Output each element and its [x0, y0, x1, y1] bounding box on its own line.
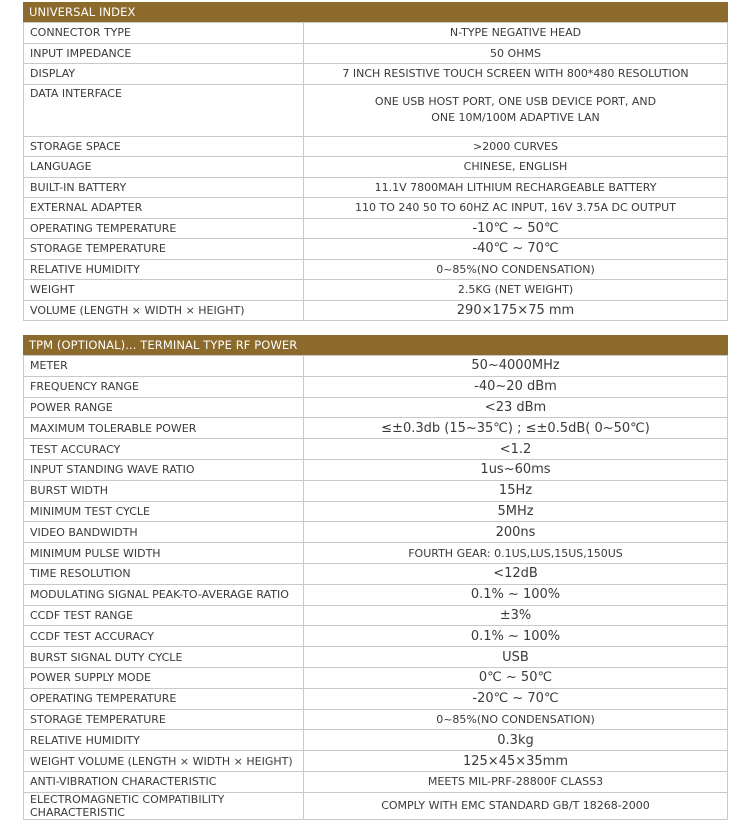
- table-row: [24, 136, 728, 157]
- table-row: [24, 480, 728, 501]
- table-row: [24, 198, 728, 219]
- table-row: [24, 177, 728, 198]
- spec-label: STORAGE SPACE: [24, 136, 304, 157]
- spec-value: 0℃ ~ 50℃: [304, 667, 728, 688]
- table-row: [24, 157, 728, 178]
- spec-value-line: ONE USB HOST PORT, ONE USB DEVICE PORT, AND: [374, 95, 657, 108]
- spec-label: CCDF TEST ACCURACY: [24, 626, 304, 647]
- table-row: [24, 376, 728, 397]
- table-row: [24, 501, 728, 522]
- spec-label: DATA INTERFACE: [24, 84, 304, 136]
- spec-label: MODULATING SIGNAL PEAK-TO-AVERAGE RATIO: [24, 584, 304, 605]
- table-row: [24, 792, 728, 819]
- spec-label: BURST SIGNAL DUTY CYCLE: [24, 647, 304, 668]
- spec-value: 110 TO 240 50 TO 60HZ AC INPUT, 16V 3.75A DC OUTPUT: [304, 198, 728, 219]
- spec-label: RELATIVE HUMIDITY: [24, 259, 304, 280]
- spec-label: BURST WIDTH: [24, 480, 304, 501]
- spec-label: STORAGE TEMPERATURE: [24, 239, 304, 260]
- tpm-table: [23, 355, 728, 820]
- table-row: [24, 356, 728, 377]
- spec-value: 11.1V 7800MAH LITHIUM RECHARGEABLE BATTERY: [304, 177, 728, 198]
- spec-value: >2000 CURVES: [304, 136, 728, 157]
- spec-label: LANGUAGE: [24, 157, 304, 178]
- table-row: [24, 584, 728, 605]
- spec-value: N-TYPE NEGATIVE HEAD: [304, 23, 728, 44]
- spec-label: OPERATING TEMPERATURE: [24, 688, 304, 709]
- table-row: [24, 23, 728, 44]
- spec-label: WEIGHT: [24, 280, 304, 301]
- spec-label: TIME RESOLUTION: [24, 563, 304, 584]
- spec-label: EXTERNAL ADAPTER: [24, 198, 304, 219]
- spec-value: 0~85%(NO CONDENSATION): [304, 709, 728, 730]
- table-row: [24, 84, 728, 136]
- table-row: [24, 459, 728, 480]
- table-row: [24, 300, 728, 321]
- spec-value: CHINESE, ENGLISH: [304, 157, 728, 178]
- spec-value: <12dB: [304, 563, 728, 584]
- spec-value: [304, 84, 728, 136]
- spec-label: CCDF TEST RANGE: [24, 605, 304, 626]
- spec-label: BUILT-IN BATTERY: [24, 177, 304, 198]
- spec-value: MEETS MIL-PRF-28800F CLASS3: [304, 771, 728, 792]
- spec-value: -20℃ ~ 70℃: [304, 688, 728, 709]
- spec-label: MINIMUM PULSE WIDTH: [24, 543, 304, 564]
- spec-label: POWER RANGE: [24, 397, 304, 418]
- spec-label: OPERATING TEMPERATURE: [24, 218, 304, 239]
- table-row: [24, 626, 728, 647]
- spec-value: COMPLY WITH EMC STANDARD GB/T 18268-2000: [304, 792, 728, 819]
- spec-value: ≤±0.3db (15~35℃) ; ≤±0.5dB( 0~50℃): [304, 418, 728, 439]
- universal-index-table: [23, 22, 728, 321]
- spec-value: 5MHz: [304, 501, 728, 522]
- spec-value: 50~4000MHz: [304, 356, 728, 377]
- spec-value: 2.5KG (NET WEIGHT): [304, 280, 728, 301]
- table-row: [24, 218, 728, 239]
- spec-value: <1.2: [304, 439, 728, 460]
- table-row: [24, 709, 728, 730]
- spec-value: 125×45×35mm: [304, 751, 728, 772]
- spec-label: WEIGHT VOLUME (LENGTH × WIDTH × HEIGHT): [24, 751, 304, 772]
- spec-value: 200ns: [304, 522, 728, 543]
- spec-value: 1us~60ms: [304, 459, 728, 480]
- spec-value: -40℃ ~ 70℃: [304, 239, 728, 260]
- table-row: [24, 239, 728, 260]
- spec-label: VIDEO BANDWIDTH: [24, 522, 304, 543]
- spec-value: 0.3kg: [304, 730, 728, 751]
- spec-value: 290×175×75 mm: [304, 300, 728, 321]
- spec-label: STORAGE TEMPERATURE: [24, 709, 304, 730]
- spec-label: ANTI-VIBRATION CHARACTERISTIC: [24, 771, 304, 792]
- spec-value: -40~20 dBm: [304, 376, 728, 397]
- table-row: [24, 280, 728, 301]
- table-row: [24, 563, 728, 584]
- table-row: [24, 667, 728, 688]
- spec-value: <23 dBm: [304, 397, 728, 418]
- spec-value: 0.1% ~ 100%: [304, 584, 728, 605]
- spec-label: CONNECTOR TYPE: [24, 23, 304, 44]
- tpm-header: TPM (OPTIONAL)... TERMINAL TYPE RF POWER: [23, 335, 728, 355]
- spec-label: RELATIVE HUMIDITY: [24, 730, 304, 751]
- spec-value: USB: [304, 647, 728, 668]
- table-row: [24, 688, 728, 709]
- spec-label: POWER SUPPLY MODE: [24, 667, 304, 688]
- spec-value: ±3%: [304, 605, 728, 626]
- spec-label: INPUT IMPEDANCE: [24, 43, 304, 64]
- spec-value: -10℃ ~ 50℃: [304, 218, 728, 239]
- table-row: [24, 43, 728, 64]
- spec-label: FREQUENCY RANGE: [24, 376, 304, 397]
- spec-value: 50 OHMS: [304, 43, 728, 64]
- table-row: [24, 771, 728, 792]
- table-row: [24, 647, 728, 668]
- spec-value: 0~85%(NO CONDENSATION): [304, 259, 728, 280]
- table-row: [24, 543, 728, 564]
- spec-value: FOURTH GEAR: 0.1US,LUS,15US,150US: [304, 543, 728, 564]
- spec-sheet: [23, 2, 728, 820]
- table-row: [24, 730, 728, 751]
- spec-value-line: ONE 10M/100M ADAPTIVE LAN: [431, 111, 600, 124]
- universal-index-header: UNIVERSAL INDEX: [23, 2, 728, 22]
- table-row: [24, 751, 728, 772]
- table-row: [24, 397, 728, 418]
- table-row: [24, 418, 728, 439]
- table-row: [24, 259, 728, 280]
- spec-label: METER: [24, 356, 304, 377]
- spec-label: DISPLAY: [24, 64, 304, 85]
- table-row: [24, 605, 728, 626]
- table-row: [24, 439, 728, 460]
- spec-label: MINIMUM TEST CYCLE: [24, 501, 304, 522]
- spec-value: 0.1% ~ 100%: [304, 626, 728, 647]
- spec-value: 15Hz: [304, 480, 728, 501]
- spec-label: TEST ACCURACY: [24, 439, 304, 460]
- table-row: [24, 64, 728, 85]
- spec-label: ELECTROMAGNETIC COMPATIBILITY CHARACTERISTIC: [24, 792, 304, 819]
- spec-label: VOLUME (LENGTH × WIDTH × HEIGHT): [24, 300, 304, 321]
- spec-label: MAXIMUM TOLERABLE POWER: [24, 418, 304, 439]
- spec-label: INPUT STANDING WAVE RATIO: [24, 459, 304, 480]
- table-row: [24, 522, 728, 543]
- spec-value: 7 INCH RESISTIVE TOUCH SCREEN WITH 800*480 RESOLUTION: [304, 64, 728, 85]
